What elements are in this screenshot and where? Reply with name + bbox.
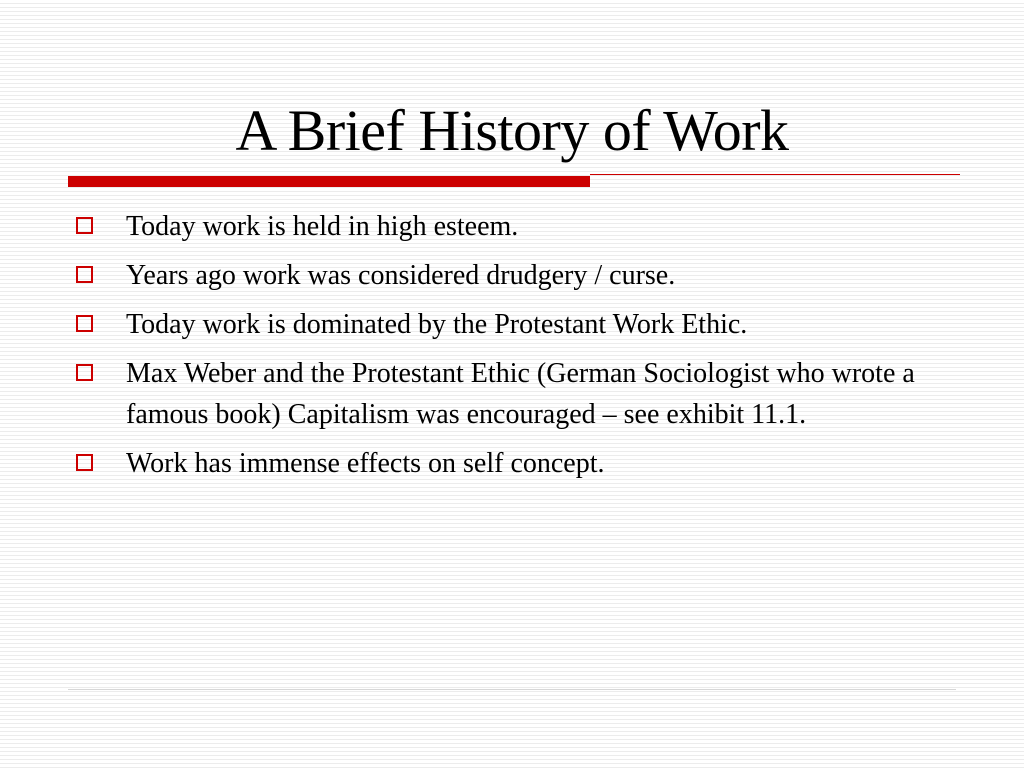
bullet-item <box>76 255 956 296</box>
bullet-text: Today work is dominated by the Protestant Work Ethic. <box>126 309 748 340</box>
bullet-item <box>76 353 956 435</box>
hollow-square-bullet-icon <box>76 364 93 381</box>
footer-divider <box>68 689 956 690</box>
bullet-list <box>76 206 956 492</box>
hollow-square-bullet-icon <box>76 315 93 332</box>
hollow-square-bullet-icon <box>76 217 93 234</box>
hollow-square-bullet-icon <box>76 266 93 283</box>
title-underline-thin <box>590 174 960 175</box>
bullet-text: Today work is held in high esteem. <box>126 211 519 242</box>
title-underline-thick <box>68 176 590 187</box>
bullet-text: Years ago work was considered drudgery / curse. <box>126 260 676 291</box>
bullet-item <box>76 304 956 345</box>
bullet-text: Work has immense effects on self concept. <box>126 448 605 479</box>
bullet-item <box>76 443 956 484</box>
slide-title: A Brief History of Work <box>235 98 789 163</box>
bullet-text: Max Weber and the Protestant Ethic (German Sociologist who wrote a famous book) Capitalism was encouraged – see exhibit 11.1. <box>126 358 915 430</box>
hollow-square-bullet-icon <box>76 454 93 471</box>
bullet-item <box>76 206 956 247</box>
